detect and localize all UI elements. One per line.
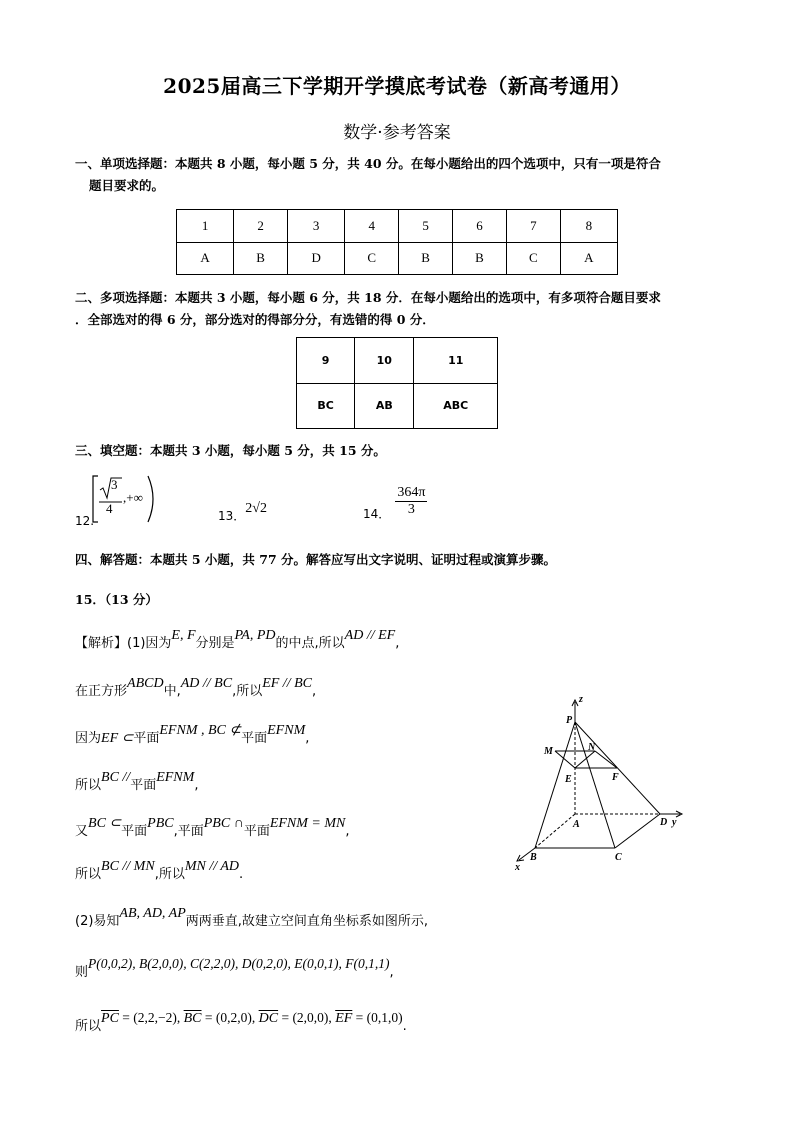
table-cell: 7 — [506, 210, 560, 243]
table-cell: 4 — [345, 210, 399, 243]
table-cell: 1 — [177, 210, 234, 243]
vector-dc: $\overline{DC}$ — [258, 1011, 279, 1026]
table-cell: 3 — [288, 210, 345, 243]
q13-value: 2√2 — [245, 501, 267, 516]
table-cell: B — [453, 242, 507, 275]
label-f: F — [612, 772, 619, 783]
solution-line-7: (2)易知AB, AD, AP两两垂直,故建立空间直角坐标系如图所示, — [75, 906, 429, 929]
table-cell: 6 — [453, 210, 507, 243]
table-row — [297, 338, 498, 384]
label-d: D — [660, 817, 668, 828]
table-cell: 2 — [234, 210, 288, 243]
solution-line-1: 【解析】(1)因为E, F分别是PA, PD的中点,所以AD // EF, — [75, 628, 400, 651]
q12-tail: ,+∞ — [123, 490, 143, 505]
q14-fraction: $\frac{364\pi}{3}$ — [397, 485, 426, 517]
vector-pc: $\overline{PC}$ — [101, 1011, 119, 1026]
table-row — [297, 383, 498, 429]
table-cell: B — [234, 242, 288, 275]
table-cell: 11 — [414, 338, 498, 384]
table-cell: B — [399, 242, 453, 275]
multi-choice-answer-table — [296, 337, 498, 429]
table-cell: 5 — [399, 210, 453, 243]
solution-line-3: 因为EF ⊂平面EFNM , BC ⊄平面EFNM, — [75, 723, 310, 746]
label-p: P — [566, 715, 573, 726]
answer-12 — [75, 470, 235, 530]
table-cell: A — [177, 242, 234, 275]
table-cell: C — [506, 242, 560, 275]
table-cell: A — [560, 242, 617, 275]
table-cell: ABC — [414, 383, 498, 429]
label-m: M — [544, 746, 553, 757]
q12-label: 12. — [75, 514, 95, 528]
table-cell: AB — [355, 383, 414, 429]
solution-line-6: 所以BC // MN,所以MN // AD. — [75, 859, 244, 882]
q12-denominator: 4 — [106, 501, 113, 516]
label-c: C — [615, 852, 622, 863]
question-15-title: 15．（13 分） — [75, 592, 158, 607]
solution-line-2: 在正方形ABCD中,AD // BC,所以EF // BC, — [75, 676, 317, 699]
label-a: A — [573, 819, 580, 830]
section4-heading: 四、解答题：本题共 5 小题，共 77 分。解答应写出文字说明、证明过程或演算步骤。 — [75, 552, 557, 567]
solution-line-5: 又BC ⊂平面PBC,平面PBC ∩平面EFNM = MN, — [75, 816, 350, 839]
q12-sqrt-radicand: 3 — [111, 477, 118, 492]
table-cell: D — [288, 242, 345, 275]
table-row — [177, 210, 618, 243]
answer-13: 13．2√2 — [218, 501, 267, 523]
single-choice-answer-table — [176, 209, 618, 275]
section1-heading: 一、单项选择题：本题共 8 小题，每小题 5 分，共 40 分。在每小题给出的四个选项中，只有一项是符合 题目要求的。 — [75, 156, 661, 193]
vector-ef: $\overline{EF}$ — [335, 1011, 353, 1026]
section3-heading: 三、填空题：本题共 3 小题，每小题 5 分，共 15 分。 — [75, 443, 386, 458]
page-title: 2025届高三下学期开学摸底考试卷（新高考通用） — [163, 74, 631, 98]
section2-heading: 二、多项选择题：本题共 3 小题，每小题 6 分，共 18 分．在每小题给出的选项中，有多项符合题目要求 ．全部选对的得 6 分，部分选对的得部分分，有选错的得 0 分． — [75, 290, 661, 327]
table-cell: 10 — [355, 338, 414, 384]
table-cell: C — [345, 242, 399, 275]
table-cell: BC — [297, 383, 355, 429]
solution-line-9: 所以$\overline{PC} = (2,2,-2)$, $\overline{BC} = (0,2,0)$, $\overline{DC} = (2,0,0)$, $\overline{EF} = (0,1,0)$. — [75, 1010, 407, 1034]
label-n: N — [588, 742, 596, 753]
page-subtitle: 数学·参考答案 — [343, 123, 451, 143]
label-z: z — [579, 694, 583, 705]
table-cell: 8 — [560, 210, 617, 243]
pyramid-coordinate-figure — [505, 690, 695, 875]
solution-line-4: 所以BC //平面EFNM, — [75, 770, 199, 793]
label-x: x — [515, 862, 520, 873]
label-b: B — [530, 852, 537, 863]
answer-14: $_{14.}$ $\frac{364\pi}{3}$ — [363, 485, 426, 521]
label-e: E — [565, 774, 572, 785]
label-y: y — [672, 817, 677, 828]
table-row — [177, 242, 618, 275]
table-cell: 9 — [297, 338, 355, 384]
vector-bc: $\overline{BC}$ — [183, 1011, 202, 1026]
solution-line-8: 则P(0,0,2), B(2,0,0), C(2,2,0), D(0,2,0), E(0,0,1), F(0,1,1), — [75, 956, 394, 980]
